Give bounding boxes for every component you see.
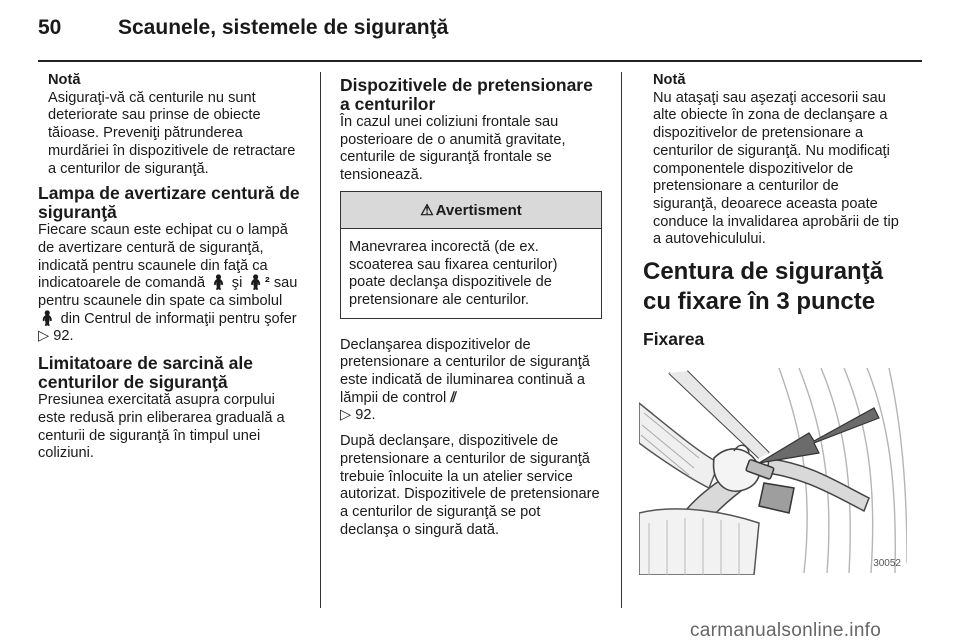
after-trigger-paragraph: După declanşare, dispozitivele de pretensionare a centurilor de siguranţă trebuie înlocuite la un atelier service autorizat. Dispozitivele de pretensionare a centurilor de siguranţă se pot declanşa o singură dată.	[340, 433, 600, 538]
warning-box	[340, 191, 602, 319]
watermark: carmanualsonline.info	[690, 620, 882, 641]
seatbelt-illustration-svg	[639, 363, 907, 575]
note-text: Nu ataşaţi sau aşezaţi accesorii sau alte obiecte în zona de declanşare a dispozitivelor de pretensionare a centurilor de siguranţă. Nu modificaţi componentele dispozitivelor de pretensionare a centurilor de siguranţă, deoarece aceasta poate conduce la invalidarea aprobării de tip a autovehiculului.	[653, 89, 899, 248]
limiter-paragraph: Presiunea exercitată asupra corpului este redusă prin eliberarea graduală a centurii de siguranţă în timpul unei coliziuni.	[38, 392, 285, 462]
column-divider-1	[320, 72, 321, 608]
note-title: Notă	[653, 72, 686, 88]
header-rule	[38, 60, 922, 62]
seatbelt-icon: 🧍︎	[38, 310, 57, 327]
seatbelt-passenger-icon: 🧍︎²	[246, 275, 270, 292]
column-divider-2	[621, 72, 622, 608]
warning-triangle-icon: ⚠︎	[420, 201, 434, 219]
note-text: Asiguraţi-vă că centurile nu sunt deteriorate sau prinse de obiecte tăioase. Preveniţi pătrunderea murdăriei în dispozitivele de retractare a centurilor de siguranţă.	[48, 89, 296, 177]
section-heading-pretensioner: Dispozitivele de pretensionare a centurilor	[340, 75, 593, 114]
page-number: 50	[38, 16, 62, 39]
pretensioner-intro: În cazul unei coliziuni frontale sau posterioare de o anumită gravitate, centurile de siguranţă frontale se tensionează.	[340, 114, 566, 184]
page-ref-icon: ▷	[340, 407, 352, 424]
lamp-paragraph: Fiecare scaun este echipat cu o lampă de avertizare centură de siguranţă, indicată pentru scaunele din faţă ca indicatoarele de comandă 🧍︎ şi 🧍︎² sau pentru scaunele din spate ca simbolul 🧍︎ din Centrul de informaţii pentru şofer ▷ 92.	[38, 222, 298, 345]
note-box	[643, 72, 905, 249]
subsection-heading-fastening: Fixarea	[643, 329, 705, 350]
seatbelt-fastening-illustration	[639, 363, 907, 575]
section-heading-lamp: Lampa de avertizare centură de siguranţă	[38, 183, 300, 223]
column-1	[38, 72, 304, 471]
section-heading-limiter: Limitatoare de sarcină ale centurilor de siguranţă	[38, 353, 253, 393]
page-ref-link[interactable]: 92.	[355, 407, 376, 424]
section-heading-3point-belt: Centura de siguranţă cu fixare în 3 puncte	[643, 258, 884, 316]
note-box	[38, 72, 304, 178]
warning-text: Manevrarea incorectă (de ex. scoaterea sau fixarea centurilor) poate declanşa dispozitivele de pretensionare ale centurilor.	[349, 238, 558, 308]
column-2	[340, 72, 602, 547]
page-ref-icon: ▷	[38, 328, 50, 345]
page-header	[38, 16, 922, 46]
note-title: Notă	[48, 72, 81, 88]
column-3	[643, 72, 905, 575]
trigger-paragraph: Declanşarea dispozitivelor de pretensionare a centurilor de siguranţă este indicată de iluminarea continuă a lămpii de control ⫽ ▷ 92.	[340, 336, 590, 424]
warning-header	[341, 192, 601, 229]
page-title: Scaunele, sistemele de siguranţă	[118, 16, 449, 39]
page-ref-link[interactable]: 92.	[53, 328, 74, 345]
figure-number: 30052	[873, 558, 901, 570]
warning-title: Avertisment	[435, 201, 522, 219]
pretensioner-control-lamp-icon: ⫽	[450, 389, 457, 406]
seatbelt-icon: 🧍︎	[209, 275, 228, 292]
